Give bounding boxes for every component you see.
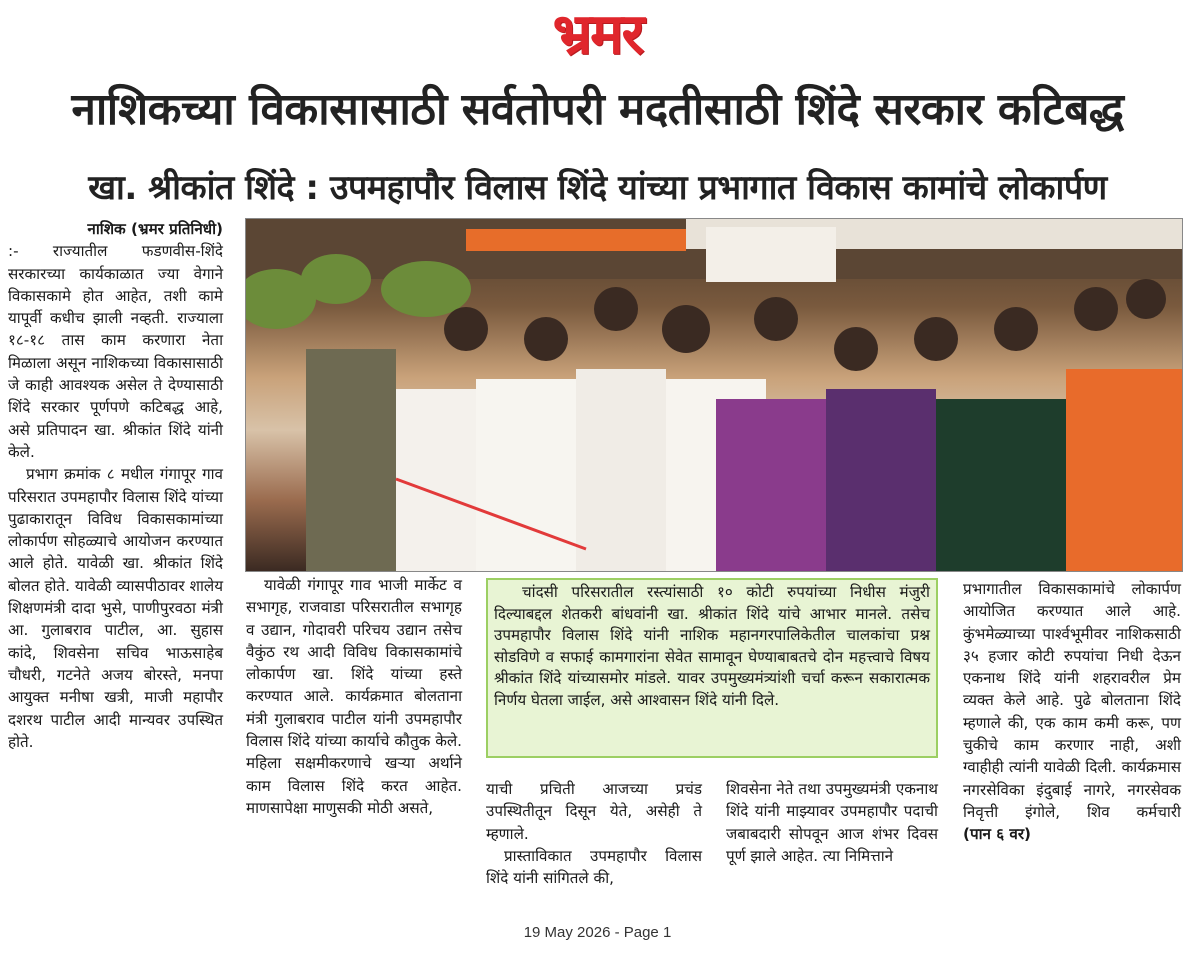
masthead-logo xyxy=(0,2,1195,68)
column-5 xyxy=(963,578,1181,846)
column-3 xyxy=(486,778,702,889)
paragraph: शिवसेना नेते तथा उपमुख्यमंत्री एकनाथ शिंदे यांनी माझ्यावर उपमहापौर पदाची जबाबदारी सोपवून आज शंभर दिवस पूर्ण झाले आहेत. त्या निमित्ताने xyxy=(726,780,938,865)
subheadline: खा. श्रीकांत शिंदे : उपमहापौर विलास शिंदे यांच्या प्रभागात विकास कामांचे लोकार्पण xyxy=(88,168,1107,208)
column-4 xyxy=(726,778,938,867)
callout-text: चांदसी परिसरातील रस्त्यांसाठी १० कोटी रुपयांच्या निधीस मंजुरी दिल्याबद्दल शेतकरी बांधवांनी खा. श्रीकांत शिंदे यांचे आभार मानले. तसेच उपमहापौर विलास शिंदे यांनी नाशिक महानगरपालिकेतील चालकांचा प्रश्न सोडविणे व सफाई कामगारांना सेवेत सामावून घेण्याबाबतचे दोन महत्त्वाचे विषय श्रीकांत शिंदे यांच्यासमोर मांडले. यावर उपमुख्यमंत्र्यांशी चर्चा करून सकारात्मक निर्णय घेतला जाईल, असे आश्वासन शिंदे यांनी दिले. xyxy=(494,583,930,709)
dateline: नाशिक (भ्रमर प्रतिनिधी) xyxy=(87,220,223,238)
continued-marker: (पान ६ वर) xyxy=(963,825,1031,844)
crowd-photo-illustration xyxy=(246,219,1182,571)
paragraph-text: प्रभागातील विकासकामांचे लोकार्पण आयोजित करण्यात आले आहे. कुंभमेळ्याच्या पार्श्वभूमीवर नाशिकसाठी ३५ हजार कोटी रुपयांचा निधी देऊन एकनाथ शिंदे यांनी शहरावरील प्रेम व्यक्त केले आहे. पुढे बोलताना शिंदे म्हणाले की, एक काम कमी करू, पण चुकीचे काम करणार नाही, अशी ग्वाहीही त्यांनी यावेळी दिली. कार्यक्रमास नगरसेविका इंदुबाई नागरे, नगरसेवक निवृत्ती इंगोले, शिव कर्मचारी xyxy=(963,580,1181,821)
paragraph: याची प्रचिती आजच्या प्रचंड उपस्थितीतून दिसून येते, असेही ते म्हणाले. xyxy=(486,780,702,843)
paragraph: प्रभाग क्रमांक ८ मधील गंगापूर गाव परिसरात उपमहापौर विलास शिंदे यांच्या पुढाकारातून विविध विकासकामांच्या लोकार्पण सोहळ्याचे आयोजन करण्यात आले होते. यावेळी खा. श्रीकांत शिंदे बोलत होते. यावेळी व्यासपीठावर शालेय शिक्षणमंत्री दादा भुसे, पाणीपुरवठा मंत्री आ. गुलाबराव पाटील, आ. सुहास कांदे, शिवसेना सचिव भाऊसाहेब चौधरी, गटनेते अजय बोरस्ते, मनपा आयुक्त मनीषा खत्री, माजी महापौर दशरथ पाटील आदी मान्यवर उपस्थित होते. xyxy=(8,465,223,751)
callout-box xyxy=(486,578,938,758)
column-2 xyxy=(246,574,462,819)
paragraph: प्रास्ताविकात उपमहापौर विलास शिंदे यांनी सांगितले की, xyxy=(486,846,702,888)
news-photo xyxy=(245,218,1183,572)
paragraph: यावेळी गंगापूर गाव भाजी मार्केट व सभागृह, राजवाडा परिसरातील सभागृह व उद्यान, गोदावरी परिचय उद्यान तसेच वैकुंठ रथ आदी विविध विकासकामांचे लोकार्पण खा. शिंदे यांच्या हस्ते करण्यात आले. कार्यक्रमात बोलताना मंत्री गुलाबराव पाटील यांनी उपमहापौर विलास शिंदे यांच्या कार्याचे कौतुक केले. महिला सक्षमीकरणाचे खऱ्या अर्थाने काम विलास शिंदे करत आहेत. माणसापेक्षा माणुसकी मोठी असते, xyxy=(246,576,462,817)
column-1 xyxy=(8,218,223,753)
logo-text: भ्रमर xyxy=(552,2,643,67)
headline: नाशिकच्या विकासासाठी सर्वतोपरी मदतीसाठी शिंदे सरकार कटिबद्ध xyxy=(71,84,1124,135)
paragraph xyxy=(963,578,1181,846)
paragraph: :- राज्यातील फडणवीस-शिंदे सरकारच्या कार्यकाळात ज्या वेगाने विकासकामे होत आहेत, तशी कामे यापूर्वी कधीच झाली नव्हती. राज्याला १८-१८ तास काम करणारा नेता मिळाला असून नाशिकच्या विकासासाठी जे काही आवश्यक असेल ते देण्यासाठी शिंदे सरकार पूर्णपणे कटिबद्ध आहे, असे प्रतिपादन खा. श्रीकांत शिंदे यांनी केले. xyxy=(8,242,223,461)
page-footer: 19 May 2026 - Page 1 xyxy=(523,924,672,941)
